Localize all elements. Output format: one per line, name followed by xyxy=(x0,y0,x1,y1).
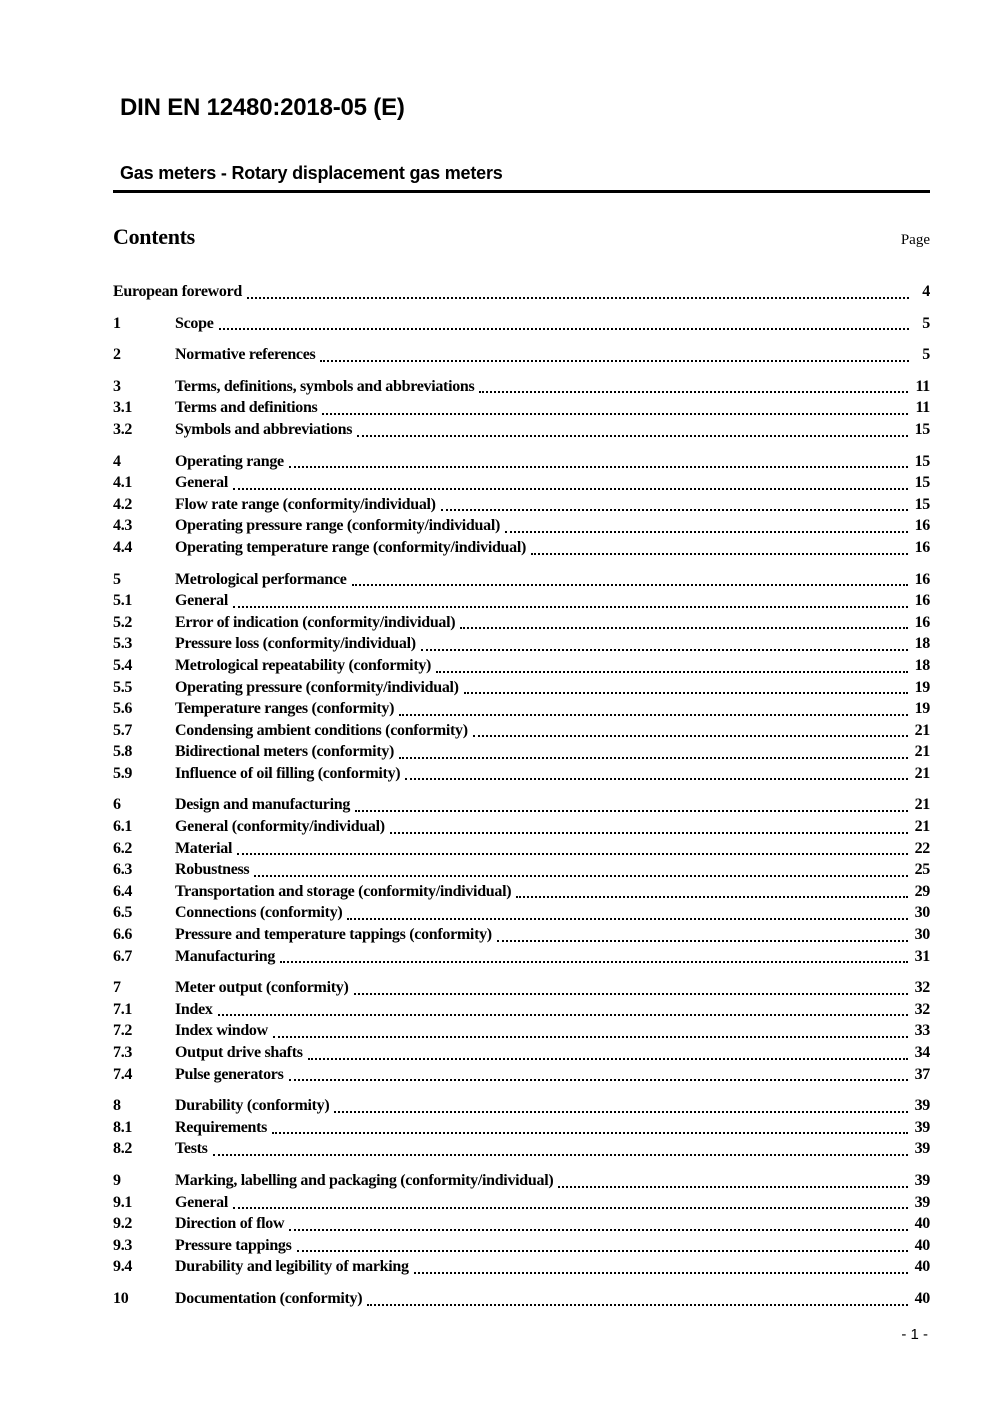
toc-group xyxy=(113,344,930,366)
toc-entry-page: 15 xyxy=(914,452,930,470)
toc-entry-number: 2 xyxy=(113,346,121,364)
toc-entry-page: 18 xyxy=(914,635,930,653)
toc-entry xyxy=(113,763,930,785)
toc-entry-number: 7.4 xyxy=(113,1065,133,1083)
toc-group xyxy=(113,1095,930,1160)
toc-entry-title: Terms, definitions, symbols and abbreviations xyxy=(175,377,475,395)
toc-entry xyxy=(113,419,930,441)
toc-entry-number: 4.1 xyxy=(113,474,133,492)
toc-entry-page: 5 xyxy=(922,314,930,332)
toc-entry-number: 8.1 xyxy=(113,1118,133,1136)
toc-entry-number: 9.2 xyxy=(113,1215,133,1233)
dot-leader xyxy=(511,881,910,903)
toc-entry-page: 39 xyxy=(914,1193,930,1211)
dot-leader xyxy=(400,763,910,785)
toc-entry-title: Index window xyxy=(175,1022,268,1040)
toc-entry-page: 32 xyxy=(914,1000,930,1018)
toc-entry-number: 8 xyxy=(113,1097,121,1115)
toc-entry xyxy=(113,313,930,335)
toc-entry-title: European foreword xyxy=(113,283,242,300)
toc-entry-title: Temperature ranges (conformity) xyxy=(175,700,395,718)
toc-entry-page: 15 xyxy=(914,495,930,513)
toc-group xyxy=(113,281,930,303)
toc-entry-title: Condensing ambient conditions (conformity) xyxy=(175,721,468,739)
toc-entry-title: Error of indication (conformity/individual) xyxy=(175,613,456,631)
dot-leader xyxy=(385,816,911,838)
toc-entry-number: 6.2 xyxy=(113,839,133,857)
toc-entry-number: 10 xyxy=(113,1289,129,1307)
toc-entry-page: 18 xyxy=(914,656,930,674)
contents-header-row xyxy=(113,224,930,250)
toc-entry-page: 39 xyxy=(914,1140,930,1158)
toc-entry-title: Scope xyxy=(175,314,214,332)
dot-leader xyxy=(329,1095,910,1117)
dot-leader xyxy=(342,902,910,924)
toc-entry xyxy=(113,1256,930,1278)
toc-entry-page: 39 xyxy=(914,1097,930,1115)
toc-entry-page: 40 xyxy=(914,1289,930,1307)
toc-entry-title: Requirements xyxy=(175,1118,268,1136)
toc-entry-page: 16 xyxy=(914,538,930,556)
toc-entry xyxy=(113,515,930,537)
dot-leader xyxy=(459,677,911,699)
toc-entry-page: 40 xyxy=(914,1236,930,1254)
toc-entry-title: Connections (conformity) xyxy=(175,904,343,922)
toc-entry-title: Flow rate range (conformity/individual) xyxy=(175,495,436,513)
toc-entry-title: Material xyxy=(175,839,233,857)
toc-entry-number: 5.5 xyxy=(113,678,133,696)
toc-entry-title: Operating range xyxy=(175,452,284,470)
dot-leader xyxy=(409,1256,911,1278)
toc-entry-number: 4.3 xyxy=(113,517,133,535)
toc-entry xyxy=(113,1192,930,1214)
toc-entry-title: Normative references xyxy=(175,346,316,364)
toc-entry-title: General xyxy=(175,1193,228,1211)
toc-entry xyxy=(113,494,930,516)
toc-entry-number: 5.3 xyxy=(113,635,133,653)
dot-leader xyxy=(317,397,911,419)
toc-entry-number: 4 xyxy=(113,452,121,470)
dot-leader xyxy=(349,977,911,999)
document-title: DIN EN 12480:2018-05 (E) xyxy=(120,94,405,121)
toc-entry-number: 5 xyxy=(113,570,121,588)
toc-entry-page: 16 xyxy=(914,613,930,631)
subtitle-underline-rule xyxy=(113,163,930,193)
toc-entry-number: 7.2 xyxy=(113,1022,133,1040)
toc-entry xyxy=(113,1213,930,1235)
toc-entry-title: Index xyxy=(175,1000,213,1018)
toc-entry xyxy=(113,633,930,655)
toc-entry-number: 7.3 xyxy=(113,1044,133,1061)
toc-entry-page: 4 xyxy=(922,283,930,300)
toc-entry-title: Metrological performance xyxy=(175,570,347,588)
toc-entry xyxy=(113,794,930,816)
toc-entry-number: 1 xyxy=(113,314,121,332)
toc-group xyxy=(113,1170,930,1278)
toc-entry-title: Bidirectional meters (conformity) xyxy=(175,743,395,761)
dot-leader xyxy=(267,1117,910,1139)
dot-leader xyxy=(416,633,911,655)
toc-entry xyxy=(113,1117,930,1139)
toc-entry xyxy=(113,1095,930,1117)
toc-entry-page: 21 xyxy=(914,764,930,782)
toc-entry xyxy=(113,344,930,366)
toc-entry-page: 21 xyxy=(914,721,930,739)
dot-leader xyxy=(492,924,911,946)
toc-group xyxy=(113,451,930,559)
toc-entry-page: 16 xyxy=(914,570,930,588)
toc-entry-number: 5.4 xyxy=(113,656,133,674)
toc-group xyxy=(113,569,930,785)
dot-leader xyxy=(249,859,910,881)
toc-entry xyxy=(113,376,930,398)
toc-entry xyxy=(113,1064,930,1086)
dot-leader xyxy=(292,1235,911,1257)
dot-leader xyxy=(228,472,911,494)
toc-entry-title: Design and manufacturing xyxy=(175,796,351,814)
dot-leader xyxy=(268,1020,911,1042)
table-of-contents xyxy=(113,281,930,1310)
toc-entry xyxy=(113,472,930,494)
toc-entry xyxy=(113,281,930,303)
toc-entry xyxy=(113,569,930,591)
toc-entry-number: 6.6 xyxy=(113,926,133,944)
toc-entry-page: 31 xyxy=(914,947,930,965)
toc-entry-page: 15 xyxy=(914,420,930,438)
toc-entry xyxy=(113,698,930,720)
toc-entry-title: Terms and definitions xyxy=(175,399,318,417)
toc-entry-page: 5 xyxy=(922,346,930,364)
toc-entry xyxy=(113,537,930,559)
dot-leader xyxy=(394,741,911,763)
toc-entry xyxy=(113,924,930,946)
toc-entry xyxy=(113,741,930,763)
dot-leader xyxy=(553,1170,910,1192)
page-column-label: Page xyxy=(900,232,930,248)
toc-entry xyxy=(113,816,930,838)
toc-entry xyxy=(113,1170,930,1192)
toc-entry-title: General xyxy=(175,592,228,610)
toc-entry-title: Pressure loss (conformity/individual) xyxy=(175,635,416,653)
toc-entry-page: 29 xyxy=(914,882,930,900)
toc-entry-page: 25 xyxy=(914,861,930,879)
toc-entry xyxy=(113,1020,930,1042)
toc-entry-title: Pressure and temperature tappings (conformity) xyxy=(175,926,492,944)
toc-entry-number: 3.2 xyxy=(113,420,133,438)
toc-entry-page: 37 xyxy=(914,1065,930,1083)
toc-entry-title: Durability and legibility of marking xyxy=(175,1258,409,1276)
toc-entry-page: 32 xyxy=(914,979,930,997)
toc-entry-page: 11 xyxy=(915,399,930,417)
toc-entry-page: 22 xyxy=(914,839,930,857)
toc-entry-title: Manufacturing xyxy=(175,947,276,965)
dot-leader xyxy=(474,376,911,398)
toc-entry-title: Pressure tappings xyxy=(175,1236,292,1254)
dot-leader xyxy=(214,313,912,335)
toc-entry xyxy=(113,902,930,924)
toc-entry-number: 9 xyxy=(113,1171,121,1189)
toc-entry xyxy=(113,881,930,903)
dot-leader xyxy=(347,569,911,591)
toc-group xyxy=(113,313,930,335)
toc-entry-number: 8.2 xyxy=(113,1140,133,1158)
dot-leader xyxy=(213,999,911,1021)
toc-entry-page: 40 xyxy=(914,1215,930,1233)
toc-entry-number: 6.3 xyxy=(113,861,133,879)
toc-entry xyxy=(113,859,930,881)
toc-entry-number: 5.6 xyxy=(113,700,133,718)
dot-leader xyxy=(208,1138,911,1160)
toc-entry xyxy=(113,1042,930,1064)
toc-entry-page: 33 xyxy=(914,1022,930,1040)
toc-entry-number: 5.8 xyxy=(113,743,133,761)
toc-entry-title: Direction of flow xyxy=(175,1215,285,1233)
dot-leader xyxy=(394,698,911,720)
toc-entry xyxy=(113,720,930,742)
toc-entry xyxy=(113,612,930,634)
dot-leader xyxy=(284,1064,911,1086)
toc-entry-page: 15 xyxy=(914,474,930,492)
toc-entry-number: 4.2 xyxy=(113,495,133,513)
toc-entry xyxy=(113,977,930,999)
toc-entry xyxy=(113,946,930,968)
toc-entry-number: 6.4 xyxy=(113,882,133,900)
toc-entry-title: Transportation and storage (conformity/individual) xyxy=(175,882,512,900)
dot-leader xyxy=(431,655,911,677)
toc-entry-number: 6 xyxy=(113,796,121,814)
dot-leader xyxy=(284,451,911,473)
toc-entry-number: 5.9 xyxy=(113,764,133,782)
toc-entry-title: Meter output (conformity) xyxy=(175,979,349,997)
dot-leader xyxy=(228,590,911,612)
dot-leader xyxy=(228,1192,911,1214)
toc-entry-page: 19 xyxy=(914,700,930,718)
toc-entry-page: 30 xyxy=(914,926,930,944)
toc-group xyxy=(113,794,930,967)
dot-leader xyxy=(500,515,911,537)
toc-entry-title: Influence of oil filling (conformity) xyxy=(175,764,401,782)
dot-leader xyxy=(526,537,911,559)
toc-entry-title: Pulse generators xyxy=(175,1065,284,1083)
toc-entry-page: 21 xyxy=(914,796,930,814)
dot-leader xyxy=(232,838,910,860)
dot-leader xyxy=(436,494,911,516)
toc-entry-page: 39 xyxy=(914,1118,930,1136)
toc-entry-page: 21 xyxy=(914,743,930,761)
toc-entry-number: 3.1 xyxy=(113,399,133,417)
toc-entry-title: Output drive shafts xyxy=(175,1044,303,1061)
dot-leader xyxy=(455,612,910,634)
toc-entry-number: 6.1 xyxy=(113,818,133,836)
toc-entry-page: 39 xyxy=(914,1171,930,1189)
toc-entry-title: Operating pressure range (conformity/individual) xyxy=(175,517,501,535)
toc-entry xyxy=(113,1138,930,1160)
toc-entry-title: Operating pressure (conformity/individual) xyxy=(175,678,459,696)
toc-entry-page: 40 xyxy=(914,1258,930,1276)
toc-entry-number: 9.3 xyxy=(113,1236,133,1254)
dot-leader xyxy=(242,281,912,303)
toc-entry-page: 11 xyxy=(915,377,930,395)
toc-entry-page: 30 xyxy=(914,904,930,922)
toc-entry xyxy=(113,677,930,699)
toc-entry-number: 5.2 xyxy=(113,613,133,631)
toc-group xyxy=(113,376,930,441)
dot-leader xyxy=(468,720,911,742)
toc-entry-number: 3 xyxy=(113,377,121,395)
toc-entry-title: Metrological repeatability (conformity) xyxy=(175,656,432,674)
toc-entry-number: 6.7 xyxy=(113,947,133,965)
toc-entry-title: Operating temperature range (conformity/individual) xyxy=(175,538,527,556)
toc-entry xyxy=(113,590,930,612)
dot-leader xyxy=(352,419,910,441)
dot-leader xyxy=(350,794,911,816)
toc-entry-title: Symbols and abbreviations xyxy=(175,420,353,438)
toc-group xyxy=(113,977,930,1085)
toc-entry-number: 9.1 xyxy=(113,1193,133,1211)
toc-entry-title: General xyxy=(175,474,228,492)
toc-entry xyxy=(113,1288,930,1310)
toc-entry-title: Durability (conformity) xyxy=(175,1097,330,1115)
toc-entry-page: 19 xyxy=(914,678,930,696)
toc-entry xyxy=(113,838,930,860)
toc-entry-page: 16 xyxy=(914,592,930,610)
document-subtitle: Gas meters - Rotary displacement gas meters xyxy=(120,163,503,183)
toc-entry xyxy=(113,397,930,419)
toc-entry-title: General (conformity/individual) xyxy=(175,818,385,836)
dot-leader xyxy=(315,344,912,366)
toc-entry-number: 7.1 xyxy=(113,1000,133,1018)
toc-entry-number: 6.5 xyxy=(113,904,133,922)
toc-entry-number: 4.4 xyxy=(113,538,133,556)
toc-entry-title: Documentation (conformity) xyxy=(175,1289,363,1307)
dot-leader xyxy=(362,1288,910,1310)
toc-entry-page: 34 xyxy=(914,1044,930,1061)
toc-entry-number: 5.7 xyxy=(113,721,133,739)
toc-entry-number: 9.4 xyxy=(113,1258,133,1276)
toc-group xyxy=(113,1288,930,1310)
toc-entry xyxy=(113,655,930,677)
dot-leader xyxy=(284,1213,910,1235)
footer-page-number: - 1 - xyxy=(901,1326,928,1343)
dot-leader xyxy=(303,1042,911,1064)
toc-entry xyxy=(113,1235,930,1257)
toc-entry-title: Marking, labelling and packaging (conformity/individual) xyxy=(175,1171,554,1189)
dot-leader xyxy=(275,946,910,968)
toc-entry xyxy=(113,999,930,1021)
toc-entry xyxy=(113,451,930,473)
toc-entry-number: 7 xyxy=(113,979,121,997)
toc-entry-number: 5.1 xyxy=(113,592,133,610)
toc-entry-page: 16 xyxy=(914,517,930,535)
toc-entry-page: 21 xyxy=(914,818,930,836)
toc-entry-title: Tests xyxy=(175,1140,208,1158)
toc-entry-title: Robustness xyxy=(175,861,250,879)
contents-heading: Contents xyxy=(113,224,195,249)
